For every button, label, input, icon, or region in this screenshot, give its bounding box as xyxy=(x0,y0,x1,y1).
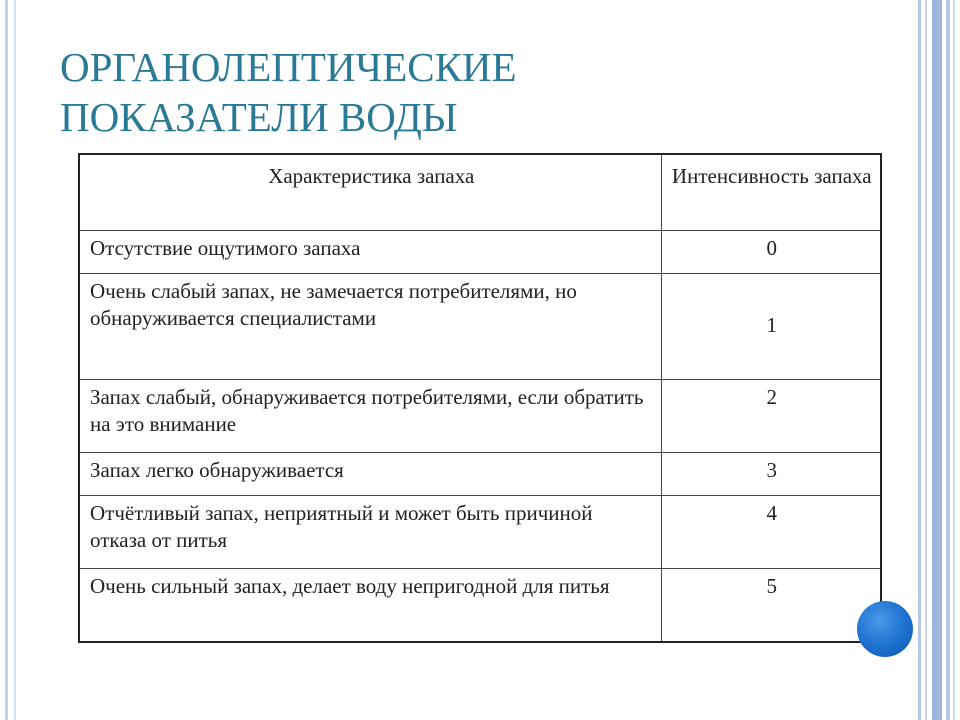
slide-title-line-1: ОРГАНОЛЕПТИЧЕСКИЕ xyxy=(60,44,517,90)
table-row xyxy=(79,452,881,495)
right-decorative-stripe-wide xyxy=(932,0,942,720)
cell-intensity: 0 xyxy=(661,230,881,273)
right-decorative-stripe xyxy=(918,0,921,720)
cell-characteristic: Запах слабый, обнаруживается потребителями, если обратить на это внимание xyxy=(79,379,661,452)
cell-intensity: 5 xyxy=(661,568,881,642)
cell-characteristic: Очень слабый запах, не замечается потребителями, но обнаруживается специалистами xyxy=(79,273,661,379)
slide-title-line-2: ПОКАЗАТЕЛИ ВОДЫ xyxy=(60,94,458,140)
slide-title xyxy=(60,42,760,142)
cell-intensity: 3 xyxy=(661,452,881,495)
table-row xyxy=(79,230,881,273)
right-decorative-stripe xyxy=(946,0,950,720)
table-header-row xyxy=(79,154,881,230)
header-characteristic: Характеристика запаха xyxy=(79,154,661,230)
right-decorative-stripe xyxy=(925,0,927,720)
cell-intensity: 2 xyxy=(661,379,881,452)
right-decorative-stripe xyxy=(953,0,955,720)
header-intensity: Интенсивность запаха xyxy=(661,154,881,230)
table-row xyxy=(79,568,881,642)
table-row xyxy=(79,379,881,452)
table-row xyxy=(79,273,881,379)
cell-characteristic: Отчётливый запах, неприятный и может быть причиной отказа от питья xyxy=(79,495,661,568)
left-decorative-stripe-thin xyxy=(14,0,16,720)
cell-characteristic: Отсутствие ощутимого запаха xyxy=(79,230,661,273)
cell-characteristic: Запах легко обнаруживается xyxy=(79,452,661,495)
left-decorative-stripe xyxy=(5,0,8,720)
cell-intensity: 1 xyxy=(661,273,881,379)
odor-intensity-table xyxy=(78,153,882,643)
cell-intensity: 4 xyxy=(661,495,881,568)
cell-characteristic: Очень сильный запах, делает воду непригодной для питья xyxy=(79,568,661,642)
table-row xyxy=(79,495,881,568)
decorative-circle-icon xyxy=(857,601,913,657)
